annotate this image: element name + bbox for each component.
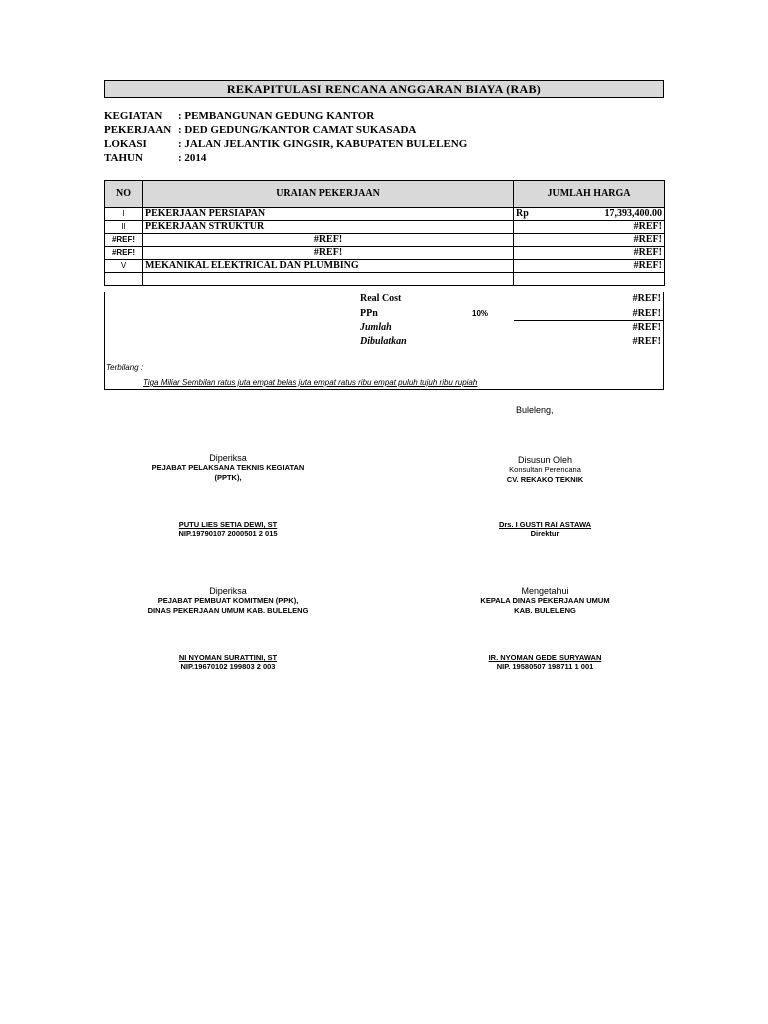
header-uraian: URAIAN PEKERJAAN	[143, 181, 514, 208]
row-uraian: PEKERJAAN PERSIAPAN	[143, 208, 514, 221]
place-text: Buleleng,	[516, 405, 554, 415]
info-kegiatan	[104, 110, 374, 123]
info-lokasi	[104, 138, 467, 151]
info-value: : JALAN JELANTIK GINGSIR, KABUPATEN BULELENG	[178, 138, 468, 150]
ppn-value: #REF!	[632, 308, 661, 319]
info-tahun	[104, 152, 206, 165]
signature-bottom-left	[120, 586, 336, 671]
row-no: I	[105, 208, 143, 221]
ppn-rate: 10%	[472, 309, 489, 318]
terbilang-text: Tiga Miliar Sembilan ratus juta empat belas juta empat ratus ribu empat puluh tujuh ribu rupiah	[143, 378, 478, 387]
sum-divider	[514, 320, 663, 321]
signature-name: NI NYOMAN SURATTINI, ST	[178, 653, 278, 662]
signature-name: Drs. I GUSTI RAI ASTAWA	[498, 520, 592, 529]
signature-org: CV. REKAKO TEKNIK	[506, 475, 584, 484]
row-amount: #REF!	[514, 260, 665, 273]
info-pekerjaan	[104, 124, 416, 137]
info-label: KEGIATAN	[104, 110, 163, 122]
signature-org: KAB. BULELENG	[514, 606, 576, 615]
row-no: V	[105, 260, 143, 273]
info-label: LOKASI	[104, 138, 147, 150]
row-amount	[514, 273, 665, 286]
summary-box	[104, 292, 664, 390]
signature-name: IR. NYOMAN GEDE SURYAWAN	[488, 653, 602, 662]
signature-org: Konsultan Perencana	[509, 465, 581, 474]
dibulatkan-value: #REF!	[632, 336, 661, 347]
info-label: PEKERJAAN	[104, 124, 172, 136]
table-row	[105, 260, 665, 273]
row-amount: 17,393,400.00	[604, 208, 662, 219]
table-row	[105, 234, 665, 247]
row-no: II	[105, 221, 143, 234]
signature-nip: Direktur	[530, 529, 560, 538]
table-row	[105, 273, 665, 286]
row-no: #REF!	[105, 247, 143, 260]
signature-org: KEPALA DINAS PEKERJAAN UMUM	[480, 596, 610, 605]
signature-nip: NIP.19790107 2000501 2 015	[178, 529, 278, 538]
signature-org: (PPTK),	[214, 473, 242, 482]
row-no: #REF!	[105, 234, 143, 247]
header-jumlah: JUMLAH HARGA	[514, 181, 665, 208]
row-amount: #REF!	[514, 247, 665, 260]
signature-nip: NIP.19670102 199803 2 003	[180, 662, 276, 671]
signature-role: Diperiksa	[209, 586, 247, 596]
row-uraian: PEKERJAAN STRUKTUR	[143, 221, 514, 234]
signature-top-left	[120, 453, 336, 538]
info-value: : DED GEDUNG/KANTOR CAMAT SUKASADA	[178, 124, 417, 136]
signature-role: Disusun Oleh	[517, 455, 573, 465]
ppn-label: PPn	[360, 308, 378, 319]
table-row	[105, 208, 665, 221]
table-row	[105, 221, 665, 234]
row-no	[105, 273, 143, 286]
terbilang-label: Terbilang :	[106, 363, 144, 372]
signature-name: PUTU LIES SETIA DEWI, ST	[178, 520, 278, 529]
signature-org: PEJABAT PELAKSANA TEKNIS KEGIATAN	[151, 463, 305, 472]
row-uraian	[143, 273, 514, 286]
signature-nip: NIP. 19580507 198711 1 001	[496, 662, 594, 671]
real-cost-label: Real Cost	[360, 293, 402, 304]
rab-table	[104, 180, 665, 286]
signature-bottom-right	[437, 586, 653, 671]
real-cost-value: #REF!	[632, 293, 661, 304]
jumlah-value: #REF!	[632, 322, 661, 333]
row-uraian: MEKANIKAL ELEKTRICAL DAN PLUMBING	[143, 260, 514, 273]
row-jumlah	[514, 208, 665, 221]
header-no: NO	[105, 181, 143, 208]
row-currency: Rp	[516, 208, 529, 219]
info-value: : 2014	[178, 152, 207, 164]
signature-org: PEJABAT PEMBUAT KOMITMEN (PPK),	[157, 596, 299, 605]
document-title: REKAPITULASI RENCANA ANGGARAN BIAYA (RAB)	[104, 80, 664, 98]
signature-role: Mengetahui	[521, 586, 569, 596]
signature-role: Diperiksa	[209, 453, 247, 463]
signature-org: DINAS PEKERJAAN UMUM KAB. BULELENG	[147, 606, 309, 615]
row-amount: #REF!	[514, 221, 665, 234]
row-amount: #REF!	[514, 234, 665, 247]
dibulatkan-label: Dibulatkan	[360, 336, 407, 347]
table-header-row	[105, 181, 665, 208]
table-row	[105, 247, 665, 260]
info-value: : PEMBANGUNAN GEDUNG KANTOR	[178, 110, 375, 122]
info-label: TAHUN	[104, 152, 143, 164]
row-uraian: #REF!	[143, 234, 514, 247]
row-uraian: #REF!	[143, 247, 514, 260]
signature-top-right	[437, 455, 653, 538]
jumlah-label: Jumlah	[360, 322, 392, 333]
